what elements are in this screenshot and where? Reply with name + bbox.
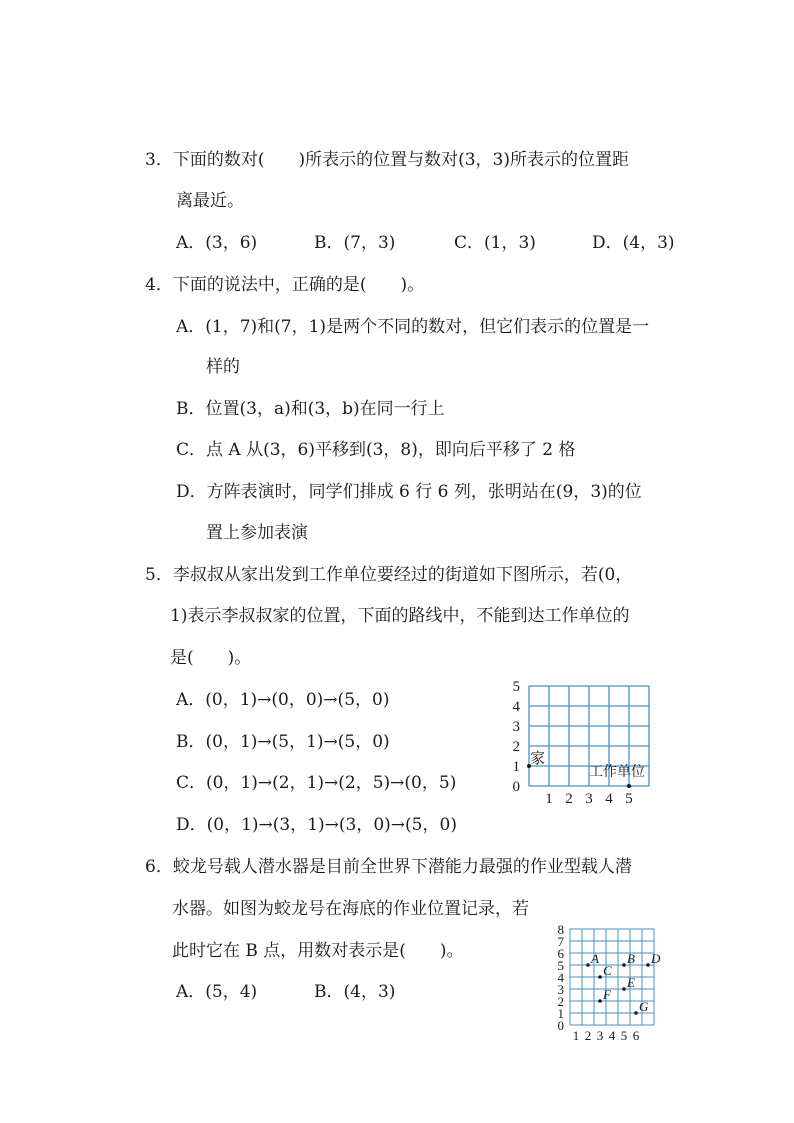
y-tick-label: 2 — [557, 994, 564, 1009]
y-tick-label: 5 — [512, 679, 520, 695]
point-d-label: D — [651, 951, 661, 966]
point-b-label: B — [627, 951, 635, 966]
x-tick-label: 2 — [565, 791, 573, 807]
point-f-label: F — [603, 987, 611, 1002]
q3-stem-line1: 3．下面的数对( )所表示的位置与数对(3，3)所表示的位置距 — [145, 150, 629, 170]
x-tick-label: 4 — [605, 791, 613, 807]
q3-option-d: D．(4，3) — [592, 233, 675, 253]
q5-street-grid — [505, 679, 685, 807]
y-tick-label: 7 — [557, 934, 564, 949]
y-tick-label: 6 — [557, 946, 564, 961]
q6-stem-line3: 此时它在 B 点，用数对表示是( )。 — [172, 941, 464, 961]
q5-x-tick-labels — [545, 791, 633, 807]
y-tick-label: 3 — [512, 719, 520, 735]
y-tick-label: 5 — [557, 958, 564, 973]
q5-work-marker — [627, 784, 631, 788]
q4-option-a-line2: 样的 — [206, 357, 240, 377]
q5-option-a: A．(0，1)→(0，0)→(5，0) — [176, 690, 390, 710]
y-tick-label: 2 — [512, 739, 520, 755]
q4-option-c: C．点 A 从(3，6)平移到(3，8)，即向后平移了 2 格 — [176, 440, 576, 460]
point-d-marker — [646, 963, 650, 967]
y-tick-label: 3 — [557, 982, 564, 997]
q6-position-grid — [550, 922, 680, 1045]
point-a-label: A — [591, 951, 599, 966]
point-g-marker — [634, 1011, 638, 1015]
y-tick-label: 0 — [512, 779, 520, 795]
q4-option-d-line1: D．方阵表演时，同学们排成 6 行 6 列，张明站在(9，3)的位 — [176, 482, 642, 502]
q6-y-tick-labels — [558, 922, 565, 1033]
point-e-marker — [622, 987, 626, 991]
q4-option-b: B．位置(3，a)和(3，b)在同一行上 — [176, 399, 445, 419]
point-c-marker — [598, 975, 602, 979]
y-tick-label: 4 — [557, 970, 564, 985]
y-tick-label: 1 — [512, 759, 520, 775]
q4-option-a-line1: A．(1，7)和(7，1)是两个不同的数对，但它们表示的位置是一 — [176, 317, 650, 337]
point-b-marker — [622, 963, 626, 967]
y-tick-label: 0 — [557, 1018, 564, 1033]
q5-stem-line2: 1)表示李叔叔家的位置，下面的路线中，不能到达工作单位的 — [170, 606, 630, 626]
point-e-label: E — [627, 975, 635, 990]
x-tick-label: 1 — [572, 1028, 580, 1043]
q3-option-b: B．(7，3) — [314, 233, 396, 253]
x-tick-label: 3 — [596, 1028, 604, 1043]
x-tick-label: 5 — [620, 1028, 628, 1043]
q3-stem-line2: 离最近。 — [176, 191, 244, 211]
q6-option-a: A．(5，4) — [176, 982, 258, 1002]
q4-option-d-line2: 置上参加表演 — [206, 523, 308, 543]
point-a-marker — [586, 963, 590, 967]
q6-x-tick-labels — [573, 1028, 640, 1043]
q5-home-label: 家 — [530, 751, 546, 767]
q3-option-a: A．(3，6) — [176, 233, 258, 253]
point-c-label: C — [603, 963, 612, 978]
q6-option-b: B．(4，3) — [314, 982, 396, 1002]
q6-points — [586, 951, 661, 1015]
q5-stem-line3: 是( )。 — [170, 648, 252, 668]
q5-option-d: D．(0，1)→(3，1)→(3，0)→(5，0) — [176, 815, 457, 835]
x-tick-label: 1 — [545, 791, 553, 807]
q5-work-label: 工作单位 — [589, 765, 645, 780]
y-tick-label: 1 — [557, 1006, 564, 1021]
x-tick-label: 3 — [585, 791, 593, 807]
x-tick-label: 2 — [584, 1028, 592, 1043]
y-tick-label: 4 — [512, 699, 520, 715]
q5-option-c: C．(0，1)→(2，1)→(2，5)→(0，5) — [176, 773, 457, 793]
x-tick-label: 5 — [625, 791, 633, 807]
q6-stem-line1: 6．蛟龙号载人潜水器是目前全世界下潜能力最强的作业型载人潜 — [145, 857, 632, 877]
x-tick-label: 4 — [608, 1028, 616, 1043]
point-f-marker — [598, 999, 602, 1003]
q4-stem: 4．下面的说法中，正确的是( )。 — [145, 275, 425, 295]
q6-stem-line2: 水器。如图为蛟龙号在海底的作业位置记录，若 — [172, 899, 529, 919]
q5-stem-line1: 5．李叔叔从家出发到工作单位要经过的街道如下图所示，若(0， — [145, 565, 633, 585]
q5-option-b: B．(0，1)→(5，1)→(5，0) — [176, 732, 390, 752]
y-tick-label: 8 — [557, 922, 564, 937]
q5-y-tick-labels — [513, 679, 521, 795]
q3-option-c: C．(1，3) — [454, 233, 536, 253]
point-g-label: G — [639, 999, 649, 1014]
x-tick-label: 6 — [632, 1028, 640, 1043]
